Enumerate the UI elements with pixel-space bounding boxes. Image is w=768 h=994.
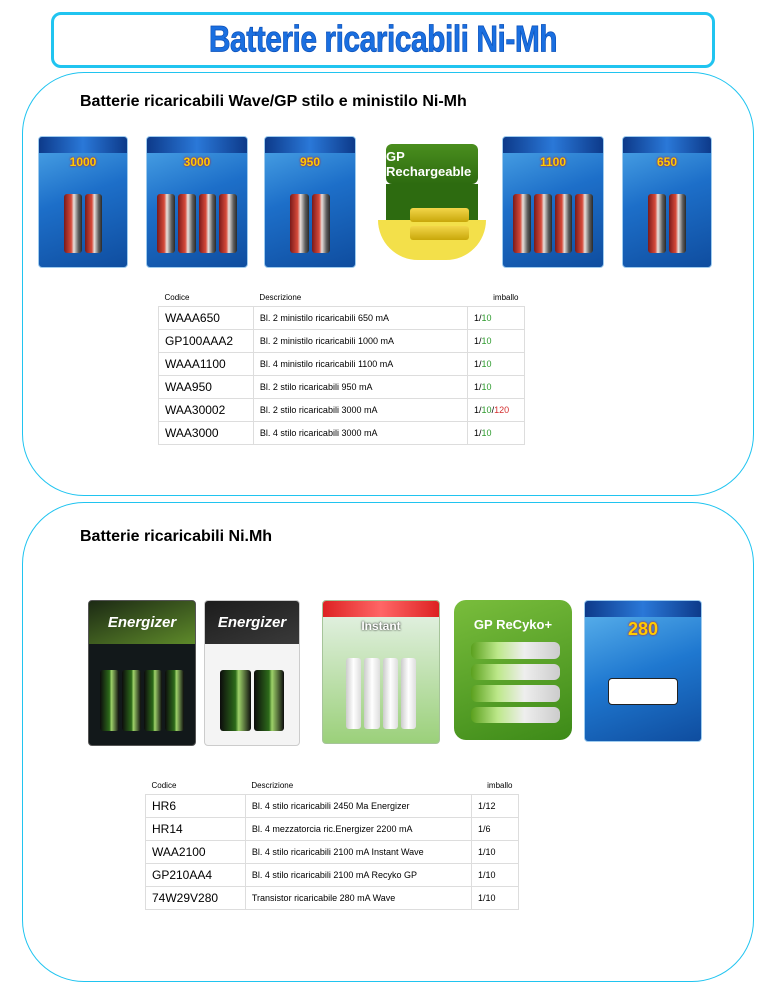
- cell-description: Transistor ricaricabile 280 mA Wave: [245, 887, 471, 910]
- cell-description: Bl. 4 ministilo ricaricabili 1100 mA: [253, 353, 467, 376]
- cell-imballo: 1/10: [472, 841, 519, 864]
- cell-code: WAAA650: [159, 307, 254, 330]
- cell-code: HR14: [146, 818, 246, 841]
- title-banner: [51, 12, 715, 68]
- cell-description: Bl. 2 ministilo ricaricabili 1000 mA: [253, 330, 467, 353]
- cell-description: Bl. 4 stilo ricaricabili 3000 mA: [253, 422, 467, 445]
- cell-description: Bl. 2 stilo ricaricabili 3000 mA: [253, 399, 467, 422]
- product-image-gp100aaa2: GP Rechargeable: [378, 136, 486, 260]
- table-header-row: [159, 291, 525, 307]
- product-image-waa2100: Instant: [322, 600, 440, 744]
- cell-code: WAA3000: [159, 422, 254, 445]
- table-row: [159, 422, 525, 445]
- table-row: [159, 376, 525, 399]
- product-image-waaa1100: 1100: [502, 136, 604, 268]
- cell-imballo: 1/10/120: [468, 399, 525, 422]
- cell-imballo: 1/6: [472, 818, 519, 841]
- cell-code: GP100AAA2: [159, 330, 254, 353]
- product-image-waa950: 950: [264, 136, 356, 268]
- cell-code: WAAA1100: [159, 353, 254, 376]
- cell-description: Bl. 4 stilo ricaricabili 2450 Ma Energizer: [245, 795, 471, 818]
- product-images-row-2: [88, 600, 702, 746]
- product-images-row-1: [38, 136, 712, 268]
- table-row: [146, 841, 519, 864]
- col-header-descrizione: Descrizione: [259, 293, 302, 302]
- cell-code: WAA950: [159, 376, 254, 399]
- cell-imballo: 1/10: [468, 376, 525, 399]
- col-header-codice: Codice: [164, 293, 190, 302]
- cell-imballo: 1/10: [472, 887, 519, 910]
- cell-imballo: 1/12: [472, 795, 519, 818]
- cell-description: Bl. 4 mezzatorcia ric.Energizer 2200 mA: [245, 818, 471, 841]
- product-image-waa3000: 3000: [146, 136, 248, 268]
- cell-imballo: 1/10: [468, 307, 525, 330]
- cell-code: 74W29V280: [146, 887, 246, 910]
- cell-code: GP210AA4: [146, 864, 246, 887]
- cell-description: Bl. 2 stilo ricaricabili 950 mA: [253, 376, 467, 399]
- cell-description: Bl. 2 ministilo ricaricabili 650 mA: [253, 307, 467, 330]
- col-header-imballo: imballo: [493, 293, 519, 302]
- col-header-codice: Codice: [151, 781, 177, 790]
- cell-code: HR6: [146, 795, 246, 818]
- cell-code: WAA30002: [159, 399, 254, 422]
- table-row: [159, 330, 525, 353]
- cell-imballo: 1/10: [468, 353, 525, 376]
- page-title: Batterie ricaricabili Ni-Mh: [208, 18, 558, 60]
- cell-imballo: 1/10: [468, 330, 525, 353]
- section-heading-nimh: Batterie ricaricabili Ni.Mh: [80, 528, 273, 545]
- cell-code: WAA2100: [146, 841, 246, 864]
- product-image-hr14: Energizer: [204, 600, 300, 746]
- table-row: [146, 818, 519, 841]
- table-row: [159, 353, 525, 376]
- products-table-1: [158, 291, 525, 445]
- product-image-gp210aa4: GP ReCyko+: [454, 600, 572, 740]
- product-image-waaa650: 1000: [38, 136, 128, 268]
- table-row: [159, 307, 525, 330]
- product-image-waaa650-b: 650: [622, 136, 712, 268]
- product-image-74w29v280: 280: [584, 600, 702, 742]
- products-table-2: [145, 779, 519, 910]
- col-header-descrizione: Descrizione: [251, 781, 294, 790]
- cell-description: Bl. 4 stilo ricaricabili 2100 mA Recyko GP: [245, 864, 471, 887]
- col-header-imballo: imballo: [487, 781, 513, 790]
- table-row: [159, 399, 525, 422]
- table-row: [146, 887, 519, 910]
- product-image-hr6: Energizer: [88, 600, 196, 746]
- cell-description: Bl. 4 stilo ricaricabili 2100 mA Instant Wave: [245, 841, 471, 864]
- table-header-row: [146, 779, 519, 795]
- section-heading-wave-gp: Batterie ricaricabili Wave/GP stilo e ministilo Ni-Mh: [80, 93, 467, 110]
- table-row: [146, 795, 519, 818]
- cell-imballo: 1/10: [468, 422, 525, 445]
- cell-imballo: 1/10: [472, 864, 519, 887]
- table-row: [146, 864, 519, 887]
